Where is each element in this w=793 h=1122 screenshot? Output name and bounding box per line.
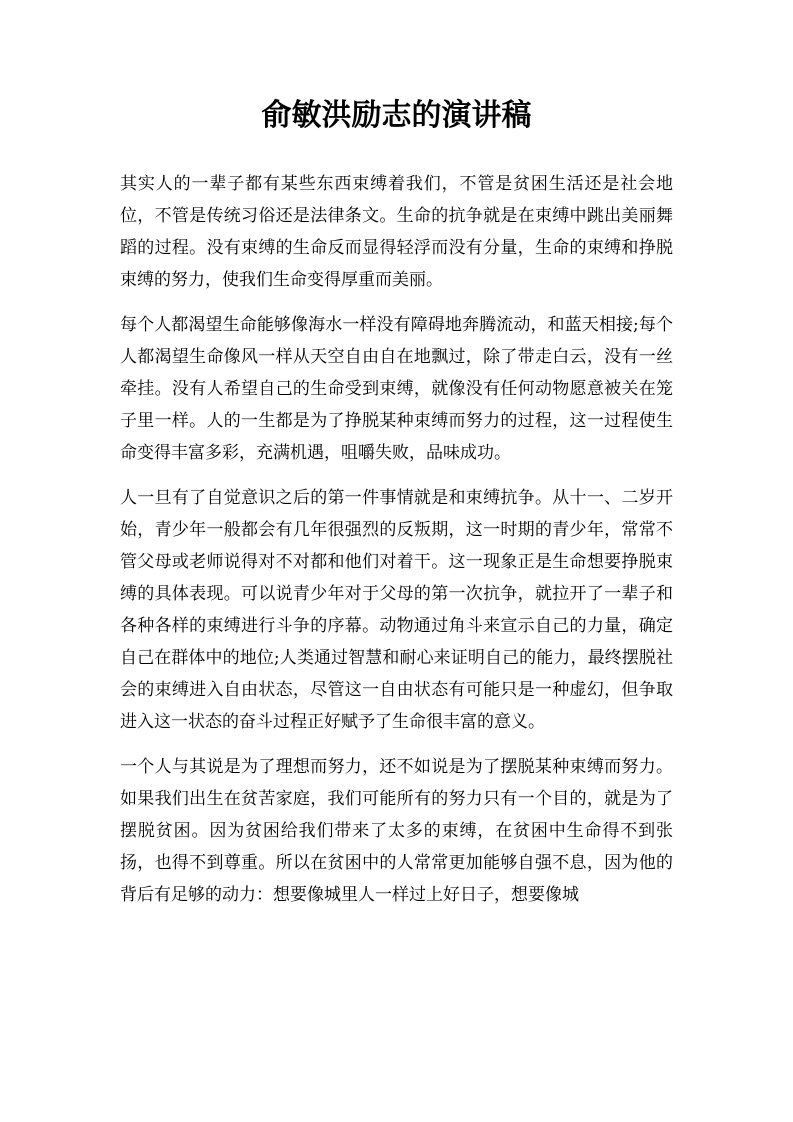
paragraph: 一个人与其说是为了理想而努力，还不如说是为了摆脱某种束缚而努力。如果我们出生在贫苦家庭，我们可能所有的努力只有一个目的，就是为了摆脱贫困。因为贫困给我们带来了太多的束缚，在贫困中生命得不到张扬，也得不到尊重。所以在贫困中的人常常更加能够自强不息，因为他的背后有足够的动力：想要像城里人一样过上好日子，想要像城 — [120, 757, 673, 905]
page-title: 俞敏洪励志的演讲稿 — [261, 98, 532, 133]
paragraph: 其实人的一辈子都有某些东西束缚着我们，不管是贫困生活还是社会地位，不管是传统习俗还是法律条文。生命的抗争就是在束缚中跳出美丽舞蹈的过程。没有束缚的生命反而显得轻浮而没有分量，生命的束缚和挣脱束缚的努力，使我们生命变得厚重而美丽。 — [120, 174, 673, 290]
paragraph: 每个人都渴望生命能够像海水一样没有障碍地奔腾流动，和蓝天相接;每个人都渴望生命像风一样从天空自由自在地飘过，除了带走白云，没有一丝牵挂。没有人希望自己的生命受到束缚，就像没有任何动物愿意被关在笼子里一样。人的一生都是为了挣脱某种束缚而努力的过程，这一过程使生命变得丰富多彩，充满机遇，咀嚼失败，品味成功。 — [120, 315, 673, 463]
document-body — [120, 168, 673, 924]
paragraph: 人一旦有了自觉意识之后的第一件事情就是和束缚抗争。从十一、二岁开始，青少年一般都会有几年很强烈的反叛期，这一时期的青少年，常常不管父母或老师说得对不对都和他们对着干。这一现象正是生命想要挣脱束缚的具体表现。可以说青少年对于父母的第一次抗争，就拉开了一辈子和各种各样的束缚进行斗争的序幕。动物通过角斗来宣示自己的力量，确定自己在群体中的地位;人类通过智慧和耐心来证明自己的能力，最终摆脱社会的束缚进入自由状态，尽管这一自由状态有可能只是一种虚幻，但争取进入这一状态的奋斗过程正好赋予了生命很丰富的意义。 — [120, 488, 673, 732]
